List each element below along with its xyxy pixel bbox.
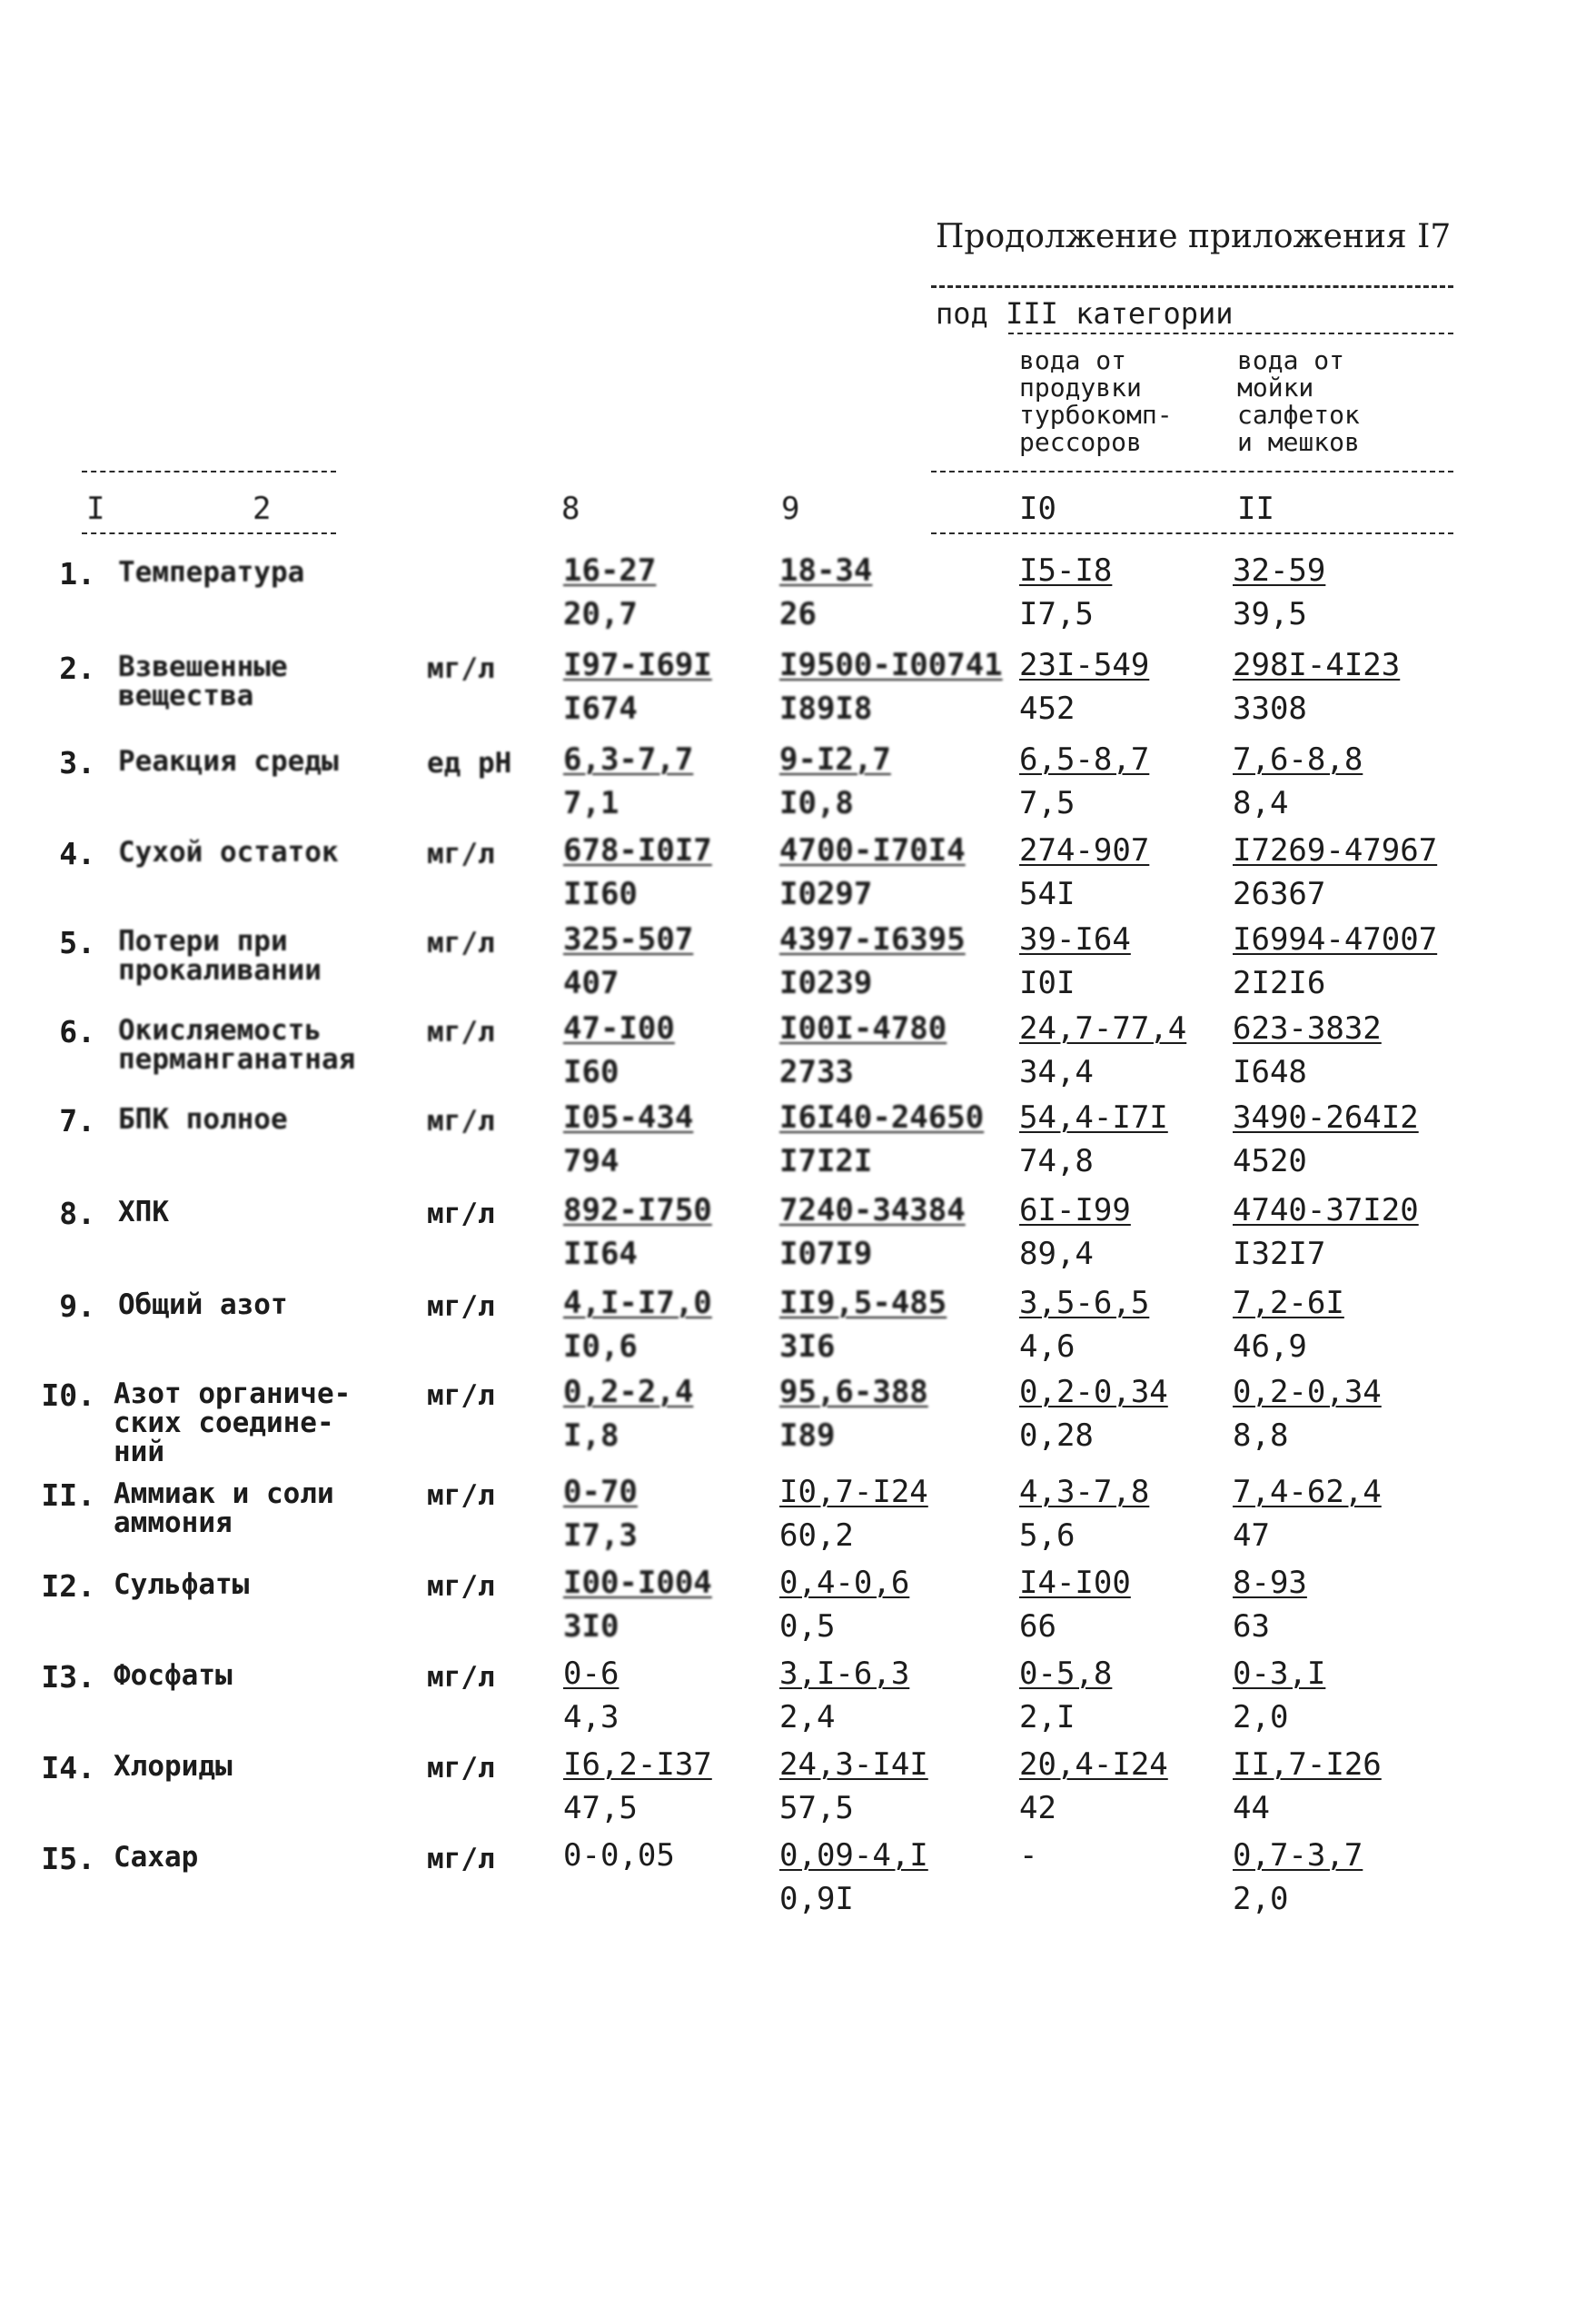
parameter-unit: мг/л [427, 1752, 495, 1785]
value-cell-col8: 325-507 407 [563, 921, 694, 1001]
value-cell-col9: 4700-I70I4 I0297 [779, 832, 966, 912]
column-11-header: вода от мойки салфеток и мешков [1237, 345, 1360, 457]
value-cell-col10: 6,5-8,7 7,5 [1019, 741, 1150, 821]
column-number-1: I [86, 491, 105, 527]
row-number: II. [41, 1477, 95, 1513]
parameter-unit: мг/л [427, 1016, 495, 1049]
parameter-name: БПК полное [118, 1103, 288, 1136]
parameter-name: Сахар [114, 1841, 199, 1874]
value-cell-col11: 3490-264I2 4520 [1233, 1099, 1419, 1179]
parameter-unit: мг/л [427, 1843, 495, 1875]
value-cell-col11: 0,7-3,7 2,0 [1233, 1837, 1363, 1917]
value-cell-col9: 0,09-4,I 0,9I [779, 1837, 928, 1917]
value-cell-col11: 0-3,I 2,0 [1233, 1656, 1326, 1735]
value-cell-col11: I7269-47967 26367 [1233, 832, 1438, 912]
value-cell-col8: 0-70 I7,3 [563, 1474, 638, 1554]
value-cell-col9: I0,7-I24 60,2 [779, 1474, 928, 1554]
column-number-11: II [1237, 491, 1274, 527]
value-cell-col10: 39-I64 I0I [1019, 921, 1131, 1001]
value-cell-col9: 24,3-I4I 57,5 [779, 1746, 928, 1826]
value-cell-col8: 47-I00 I60 [563, 1010, 675, 1090]
group-header: под III категории [936, 296, 1234, 331]
parameter-name: Температура [118, 556, 305, 589]
value-cell-col8: 0-0,05 [563, 1837, 675, 1874]
value-cell-col9: 3,I-6,3 2,4 [779, 1656, 910, 1735]
parameter-name: Потери при прокаливании [118, 925, 322, 987]
parameter-unit: мг/л [427, 1570, 495, 1603]
group-header-rule [1008, 333, 1453, 334]
value-cell-col10: 6I-I99 89,4 [1019, 1192, 1131, 1272]
value-cell-col11: 4740-37I20 I32I7 [1233, 1192, 1419, 1272]
value-cell-col8: 6,3-7,7 7,1 [563, 741, 694, 821]
value-cell-col9: 7240-34384 I07I9 [779, 1192, 966, 1272]
table-header-rule-left [82, 471, 336, 472]
parameter-name: Сухой остаток [118, 836, 339, 869]
value-cell-col10: I5-I8 I7,5 [1019, 552, 1113, 632]
parameter-unit: мг/л [427, 1661, 495, 1694]
parameter-name: Взвешенные вещества [118, 651, 288, 712]
value-cell-col8: 4,I-I7,0 I0,6 [563, 1285, 712, 1365]
value-cell-col10: 3,5-6,5 4,6 [1019, 1285, 1150, 1365]
row-number: 6. [59, 1014, 95, 1049]
parameter-unit: мг/л [427, 1479, 495, 1512]
row-number: 4. [59, 836, 95, 871]
value-cell-col9: 95,6-388 I89 [779, 1374, 928, 1454]
value-cell-col8: I6,2-I37 47,5 [563, 1746, 712, 1826]
value-cell-col10: I4-I00 66 [1019, 1565, 1131, 1645]
value-cell-col9: II9,5-485 3I6 [779, 1285, 947, 1365]
value-cell-col11: 298I-4I23 3308 [1233, 647, 1401, 727]
parameter-name: Окисляемость перманганатная [118, 1014, 356, 1076]
column-numbers-rule-right [931, 532, 1453, 534]
value-cell-col9: I6I40-24650 I7I2I [779, 1099, 985, 1179]
column-number-8: 8 [561, 491, 580, 527]
value-cell-col9: I9500-I00741 I89I8 [779, 647, 1003, 727]
value-cell-col11: 7,2-6I 46,9 [1233, 1285, 1344, 1365]
value-cell-col9: 0,4-0,6 0,5 [779, 1565, 910, 1645]
value-cell-col10: 20,4-I24 42 [1019, 1746, 1168, 1826]
value-cell-col9: 9-I2,7 I0,8 [779, 741, 891, 821]
value-cell-col10: 54,4-I7I 74,8 [1019, 1099, 1168, 1179]
value-cell-col10: 23I-549 452 [1019, 647, 1150, 727]
value-cell-col10: 4,3-7,8 5,6 [1019, 1474, 1150, 1554]
value-cell-col11: 7,4-62,4 47 [1233, 1474, 1382, 1554]
column-10-header: вода от продувки турбокомп- рессоров [1019, 345, 1173, 457]
parameter-name: Хлориды [114, 1750, 233, 1783]
parameter-name: Фосфаты [114, 1659, 233, 1692]
value-cell-col8: I00-I004 3I0 [563, 1565, 712, 1645]
row-number: 8. [59, 1196, 95, 1231]
value-cell-col11: 32-59 39,5 [1233, 552, 1326, 632]
parameter-unit: мг/л [427, 1379, 495, 1412]
row-number: 2. [59, 651, 95, 686]
value-cell-col8: 892-I750 II64 [563, 1192, 712, 1272]
value-cell-col8: I97-I69I I674 [563, 647, 712, 727]
row-number: I2. [41, 1568, 95, 1604]
row-number: 1. [59, 556, 95, 592]
row-number: 3. [59, 745, 95, 781]
value-cell-col8: 0,2-2,4 I,8 [563, 1374, 694, 1454]
parameter-name: Реакция среды [118, 745, 339, 778]
row-number: I0. [41, 1377, 95, 1413]
value-cell-col10: 0,2-0,34 0,28 [1019, 1374, 1168, 1454]
value-cell-col9: I00I-4780 2733 [779, 1010, 947, 1090]
parameter-unit: ед рН [427, 747, 512, 780]
value-cell-col8: 0-6 4,3 [563, 1656, 620, 1735]
value-cell-col11: 623-3832 I648 [1233, 1010, 1382, 1090]
parameter-unit: мг/л [427, 1290, 495, 1323]
parameter-unit: мг/л [427, 927, 495, 960]
column-number-10: I0 [1019, 491, 1056, 527]
parameter-name: Общий азот [118, 1288, 288, 1321]
value-cell-col11: 0,2-0,34 8,8 [1233, 1374, 1382, 1454]
value-cell-col10: 0-5,8 2,I [1019, 1656, 1113, 1735]
column-numbers-rule-left [82, 532, 336, 534]
parameter-name: Азот органиче- ских соедине- ний [114, 1377, 352, 1468]
parameter-name: Аммиак и соли аммония [114, 1477, 334, 1539]
value-cell-col10: 24,7-77,4 34,4 [1019, 1010, 1187, 1090]
row-number: I5. [41, 1841, 95, 1876]
value-cell-col8: I05-434 794 [563, 1099, 694, 1179]
row-number: 9. [59, 1288, 95, 1324]
parameter-unit: мг/л [427, 838, 495, 870]
value-cell-col8: 16-27 20,7 [563, 552, 657, 632]
row-number: I3. [41, 1659, 95, 1695]
parameter-unit: мг/л [427, 1105, 495, 1138]
parameter-unit: мг/л [427, 1198, 495, 1230]
value-cell-col11: 7,6-8,8 8,4 [1233, 741, 1363, 821]
row-number: 7. [59, 1103, 95, 1139]
value-cell-col8: 678-I0I7 II60 [563, 832, 712, 912]
value-cell-col9: 18-34 26 [779, 552, 873, 632]
parameter-name: ХПК [118, 1196, 169, 1228]
row-number: 5. [59, 925, 95, 960]
value-cell-col11: I6994-47007 2I2I6 [1233, 921, 1438, 1001]
value-cell-col9: 4397-I6395 I0239 [779, 921, 966, 1001]
value-cell-col10: - [1019, 1837, 1038, 1874]
value-cell-col10: 274-907 54I [1019, 832, 1150, 912]
page-heading: Продолжение приложения I7 [936, 218, 1452, 255]
value-cell-col11: II,7-I26 44 [1233, 1746, 1382, 1826]
column-number-9: 9 [781, 491, 800, 527]
parameter-unit: мг/л [427, 652, 495, 685]
value-cell-col11: 8-93 63 [1233, 1565, 1307, 1645]
top-rule [931, 285, 1453, 288]
parameter-name: Сульфаты [114, 1568, 250, 1601]
row-number: I4. [41, 1750, 95, 1785]
table-header-rule-right [931, 471, 1453, 472]
column-number-2: 2 [253, 491, 272, 527]
